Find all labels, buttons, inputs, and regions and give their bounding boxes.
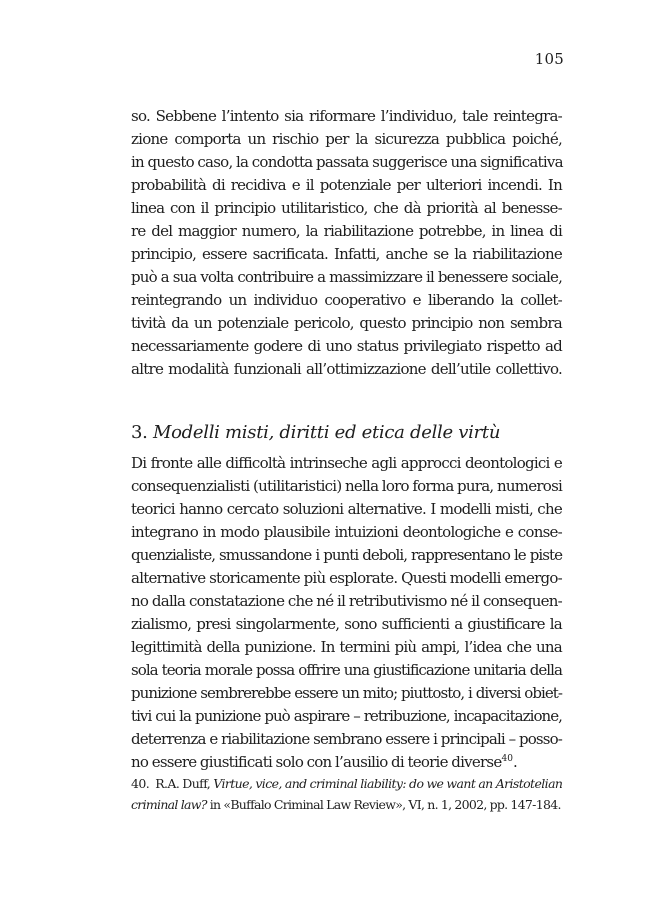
footnote-reference: 40: [501, 754, 513, 764]
section-heading: [131, 421, 500, 445]
body-paragraph: [131, 105, 562, 381]
text-line: integrano in modo plausibile intuizioni deontologiche e conse-: [131, 523, 562, 541]
footnote-title: criminal law?: [131, 797, 207, 812]
body-paragraph: [131, 452, 562, 774]
text-line: teorici hanno cercato soluzioni alternative. I modelli misti, che: [131, 500, 562, 518]
text-line: può a sua volta contribuire a massimizzare il benessere sociale,: [131, 268, 562, 286]
text-line: no essere giustificati solo con l’ausilio di teorie diverse$^{40}$.: [131, 753, 517, 771]
footnote-author: R.A. Duff,: [155, 776, 211, 791]
text-line: probabilità di recidiva e il potenziale per ulteriori incendi. In: [131, 176, 562, 194]
text-line: principio, essere sacrificata. Infatti, anche se la riabilitazione: [131, 245, 562, 263]
text-line: quenzialiste, smussandone i punti deboli, rappresentano le piste: [131, 546, 562, 564]
text-line: in questo caso, la condotta passata suggerisce una significativa: [131, 153, 563, 171]
text-line: altre modalità funzionali all’ottimizzazione dell’utile collettivo.: [131, 360, 562, 378]
text-line: necessariamente godere di uno status privilegiato rispetto ad: [131, 337, 562, 355]
footnote-number: 40.: [131, 776, 150, 791]
text-line: consequenzialisti (utilitaristici) nella loro forma pura, numerosi: [131, 477, 563, 495]
text-line: no dalla constatazione che né il retributivismo né il consequen-: [131, 592, 562, 610]
footnote-title: Virtue, vice, and criminal liability: do we want an Aristotelian: [213, 776, 563, 791]
text-line: linea con il principio utilitaristico, che dà priorità al benesse-: [131, 199, 562, 217]
footnote-line: [131, 773, 562, 794]
text-line: deterrenza e riabilitazione sembrano essere i principali – posso-: [131, 730, 562, 748]
text-line: tività da un potenziale pericolo, questo principio non sembra: [131, 314, 562, 332]
footnote-line: [131, 794, 562, 815]
page-number: 105: [534, 50, 564, 68]
text-line: legittimità della punizione. In termini più ampi, l’idea che una: [131, 638, 562, 656]
footnote-source: in «Buffalo Criminal Law Review», VI, n. 1, 2002, pp. 147-184.: [209, 797, 561, 812]
text-line: zione comporta un rischio per la sicurezza pubblica poiché,: [131, 130, 562, 148]
section-title: Modelli misti, diritti ed etica delle virtù: [153, 422, 501, 443]
text-line: re del maggior numero, la riabilitazione potrebbe, in linea di: [131, 222, 562, 240]
text-line: tivi cui la punizione può aspirare – retribuzione, incapacitazione,: [131, 707, 562, 725]
footnote: [131, 773, 562, 815]
text-line: zialismo, presi singolarmente, sono sufficienti a giustificare la: [131, 615, 562, 633]
text-line: punizione sembrerebbe essere un mito; piuttosto, i diversi obiet-: [131, 684, 562, 702]
text-line: Di fronte alle difficoltà intrinseche agli approcci deontologici e: [131, 454, 562, 472]
text-line: sola teoria morale possa offrire una giustificazione unitaria della: [131, 661, 562, 679]
text-line-content: no essere giustificati solo con l’ausilio di teorie diverse: [131, 753, 502, 771]
section-number: 3.: [131, 422, 148, 443]
text-line: so. Sebbene l’intento sia riformare l’individuo, tale reintegra-: [131, 107, 562, 125]
text-line: reintegrando un individuo cooperativo e liberando la collet-: [131, 291, 562, 309]
text-line: alternative storicamente più esplorate. Questi modelli emergo-: [131, 569, 562, 587]
